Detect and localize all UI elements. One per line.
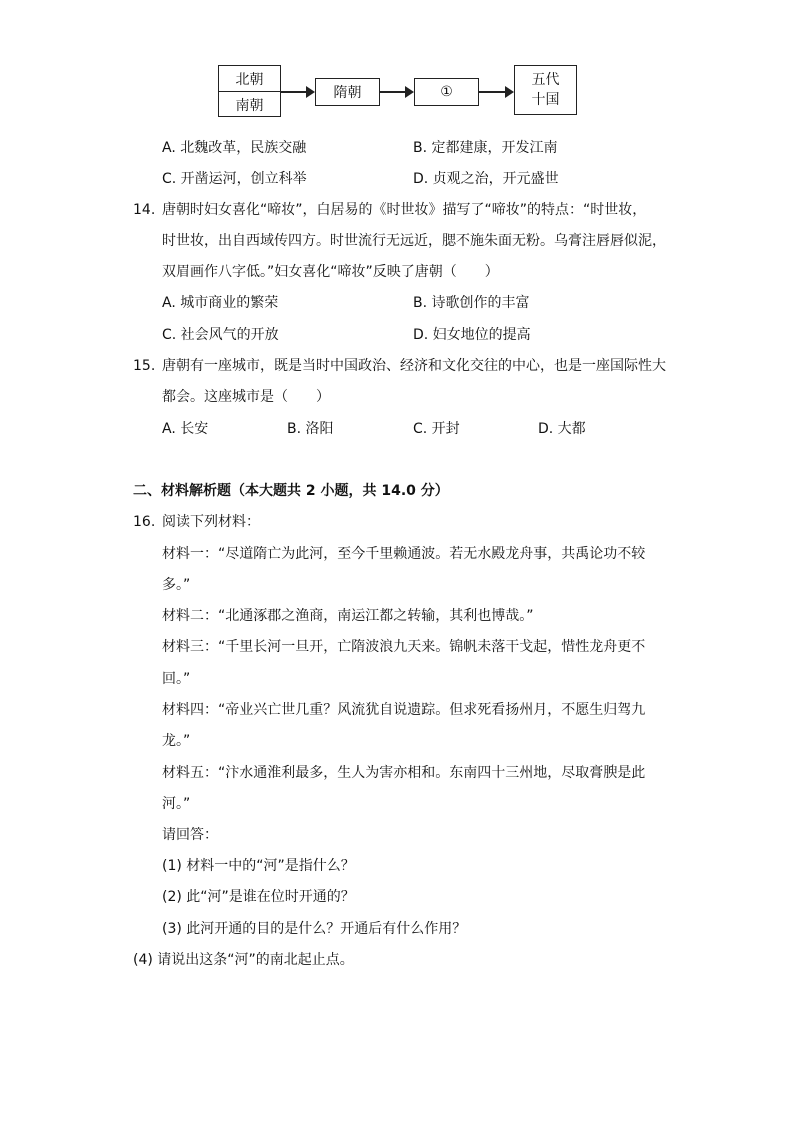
south-dynasty-label: 南朝 — [235, 97, 264, 114]
q14-option-c: C. 社会风气的开放 — [162, 327, 279, 343]
q16-intro: 阅读下列材料： — [162, 514, 260, 530]
sub-question-2: (2) 此“河”是谁在位时开通的？ — [162, 889, 355, 905]
material-5-line: 河。” — [162, 796, 191, 812]
q15-line: 唐朝有一座城市，既是当时中国政治、经济和文化交往的中心，也是一座国际性大 — [162, 358, 666, 374]
q16-number: 16. — [133, 514, 156, 530]
sub-question-3: (3) 此河开通的目的是什么？开通后有什么作用？ — [162, 921, 467, 937]
q13-option-b: B. 定都建康，开发江南 — [413, 140, 558, 156]
q14-option-b: B. 诗歌创作的丰富 — [413, 295, 530, 311]
q15-number: 15. — [133, 358, 156, 374]
ten-kingdoms-label: 十国 — [531, 92, 560, 108]
sui-dynasty-box: 隋朝 — [315, 78, 380, 106]
material-4-line: 龙。” — [162, 733, 191, 749]
arrow-icon — [479, 91, 512, 93]
q14-line: 双眉画作八字低。”妇女喜化“啼妆”反映了唐朝（ ） — [162, 264, 499, 280]
q14-line: 时世妆，出自西域传四方。时世流行无远近，腮不施朱面无粉。乌膏注唇唇似泥， — [162, 233, 666, 249]
arrow-icon — [281, 91, 313, 93]
material-4-line: 材料四：“帝业兴亡世几重？风流犹自说遗踪。但求死看扬州月，不愿生归驾九 — [162, 702, 646, 718]
q13-option-a: A. 北魏改革，民族交融 — [162, 140, 307, 156]
five-dynasties-box — [514, 65, 577, 115]
material-5-line: 材料五：“汴水通淮利最多，生人为害亦相和。东南四十三州地，尽取膏腴是此 — [162, 765, 646, 781]
five-dynasties-label: 五代 — [531, 72, 560, 88]
q15-option-a: A. 长安 — [162, 421, 209, 437]
q14-number: 14. — [133, 202, 156, 218]
q15-option-b: B. 洛阳 — [287, 421, 334, 437]
north-south-box — [218, 65, 281, 117]
sub-question-4: (4) 请说出这条“河”的南北起止点。 — [133, 952, 354, 968]
section-heading: 二、材料解析题（本大题共 2 小题，共 14.0 分） — [133, 483, 449, 499]
q15-line: 都会。这座城市是（ ） — [162, 389, 330, 405]
q14-option-d: D. 妇女地位的提高 — [413, 327, 531, 343]
q13-option-d: D. 贞观之治，开元盛世 — [413, 171, 559, 187]
q15-option-c: C. 开封 — [413, 421, 460, 437]
q14-option-a: A. 城市商业的繁荣 — [162, 295, 279, 311]
material-1-line: 材料一：“尽道隋亡为此河，至今千里赖通波。若无水殿龙舟事，共禹论功不较 — [162, 546, 646, 562]
north-dynasty-label: 北朝 — [219, 66, 280, 92]
material-3-line: 材料三：“千里长河一旦开，亡隋波浪九天来。锦帆未落干戈起，惜性龙舟更不 — [162, 639, 646, 655]
q13-option-c: C. 开凿运河，创立科举 — [162, 171, 307, 187]
material-3-line: 回。” — [162, 671, 191, 687]
dynasty-flow-diagram — [218, 65, 578, 117]
material-2-line: 材料二：“北通涿郡之渔商，南运江都之转输，其利也博哉。” — [162, 608, 534, 624]
sub-question-1: (1) 材料一中的“河”是指什么？ — [162, 858, 355, 874]
question-prompt: 请回答： — [162, 827, 218, 843]
q15-option-d: D. 大都 — [538, 421, 586, 437]
material-1-line: 多。” — [162, 577, 191, 593]
arrow-icon — [380, 91, 412, 93]
q14-line: 唐朝时妇女喜化“啼妆”，白居易的《时世妆》描写了“啼妆”的特点：“时世妆， — [162, 202, 647, 218]
blank-dynasty-box: ① — [414, 78, 479, 106]
